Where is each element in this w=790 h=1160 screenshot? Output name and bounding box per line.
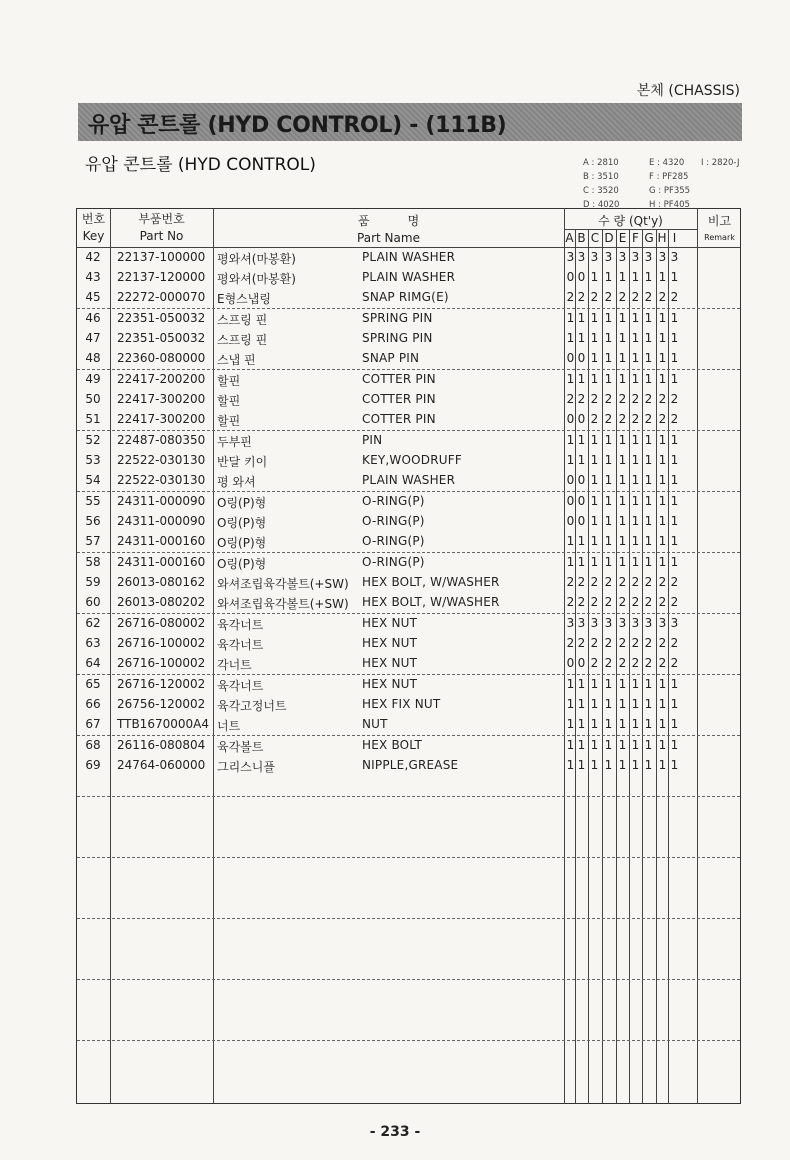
table-row: 63 26716-100002 육각너트 HEX NUT 2 2 2 2 2 2 2 2 2 bbox=[85, 636, 679, 652]
table-row: 47 22351-050032 스프링 핀 SPRING PIN 1 1 1 1 1 1 1 1 1 bbox=[85, 331, 679, 347]
table-row: 59 26013-080162 와셔조립육각볼트(+SW) HEX BOLT, W/WASHER 2 2 2 2 2 2 2 2 2 bbox=[85, 575, 679, 591]
table-row: 58 24311-000160 O링(P)형 O-RING(P) 1 1 1 1 1 1 1 1 1 bbox=[85, 555, 679, 571]
table-row: 54 22522-030130 평 와셔 PLAIN WASHER 0 0 1 1 1 1 1 1 1 bbox=[85, 473, 679, 489]
remark-header-en: Remark bbox=[704, 233, 735, 242]
legend-item: E : 4320 bbox=[649, 158, 685, 168]
qty-col-h: H bbox=[657, 231, 667, 245]
table-row: 56 24311-000090 O링(P)형 O-RING(P) 0 0 1 1 1 1 1 1 1 bbox=[85, 514, 679, 530]
qty-col-b: B bbox=[577, 231, 586, 245]
table-row: 67 TTB1670000A4 너트 NUT 1 1 1 1 1 1 1 1 1 bbox=[85, 717, 679, 733]
title-banner bbox=[78, 103, 742, 141]
banner-title: 유압 콘트롤 (HYD CONTROL) - (111B) bbox=[88, 113, 507, 138]
legend-item: I : 2820-J bbox=[701, 158, 740, 168]
table-row: 66 26756-120002 육각고정너트 HEX FIX NUT 1 1 1 1 1 1 1 1 1 bbox=[85, 697, 679, 713]
name-header-ko: 품 명 bbox=[357, 214, 420, 228]
table-row: 62 26716-080002 육각너트 HEX NUT 3 3 3 3 3 3 3 3 3 bbox=[85, 616, 679, 632]
table-row: 48 22360-080000 스냅 핀 SNAP PIN 0 0 1 1 1 1 1 1 1 bbox=[85, 351, 679, 367]
table-row: 65 26716-120002 육각너트 HEX NUT 1 1 1 1 1 1 1 1 1 bbox=[85, 677, 679, 693]
table-row: 55 24311-000090 O링(P)형 O-RING(P) 0 0 1 1 1 1 1 1 1 bbox=[85, 494, 679, 510]
table-row: 69 24764-060000 그리스니플 NIPPLE,GREASE 1 1 1 1 1 1 1 1 1 bbox=[85, 758, 679, 774]
table-row: 49 22417-200200 할핀 COTTER PIN 1 1 1 1 1 1 1 1 1 bbox=[85, 372, 679, 388]
table-row: 51 22417-300200 할핀 COTTER PIN 0 0 2 2 2 2 2 2 2 bbox=[85, 412, 679, 428]
qty-col-g: G bbox=[644, 231, 654, 245]
name-header-en: Part Name bbox=[357, 231, 420, 245]
legend-item: G : PF355 bbox=[649, 186, 691, 196]
key-header-en: Key bbox=[82, 229, 105, 243]
parts-table bbox=[76, 208, 741, 1104]
model-legend bbox=[583, 156, 743, 210]
table-row: 42 22137-100000 평와셔(마봉환) PLAIN WASHER 3 3 3 3 3 3 3 3 3 bbox=[85, 250, 679, 266]
table-row: 68 26116-080804 육각볼트 HEX BOLT 1 1 1 1 1 1 1 1 1 bbox=[85, 738, 679, 754]
subtitle: 유압 콘트롤 (HYD CONTROL) bbox=[85, 155, 316, 175]
legend-item: C : 3520 bbox=[583, 186, 619, 196]
table-row: 64 26716-100002 각너트 HEX NUT 0 0 2 2 2 2 2 2 2 bbox=[85, 656, 679, 672]
legend-item: B : 3510 bbox=[583, 172, 619, 182]
table-row: 60 26013-080202 와셔조립육각볼트(+SW) HEX BOLT, W/WASHER 2 2 2 2 2 2 2 2 2 bbox=[85, 595, 679, 611]
qty-col-a: A bbox=[565, 231, 574, 245]
table-row: 45 22272-000070 E형스냅링 SNAP RIMG(E) 2 2 2 2 2 2 2 2 2 bbox=[85, 290, 679, 306]
key-header-ko: 번호 bbox=[81, 212, 106, 226]
table-row: 52 22487-080350 두부핀 PIN 1 1 1 1 1 1 1 1 1 bbox=[85, 433, 679, 449]
part-header-ko: 부품번호 bbox=[138, 212, 185, 226]
table-row: 50 22417-300200 할핀 COTTER PIN 2 2 2 2 2 2 2 2 2 bbox=[85, 392, 679, 408]
table-row: 43 22137-120000 평와셔(마봉환) PLAIN WASHER 0 0 1 1 1 1 1 1 1 bbox=[85, 270, 679, 286]
qty-col-i: I bbox=[672, 231, 677, 245]
qty-header: 수 량 (Qt'y) bbox=[598, 214, 663, 228]
legend-item: A : 2810 bbox=[583, 158, 619, 168]
legend-item: H : PF405 bbox=[649, 200, 690, 210]
legend-item: F : PF285 bbox=[649, 172, 689, 182]
remark-header-ko: 비고 bbox=[707, 214, 732, 228]
table-row: 53 22522-030130 반달 키이 KEY,WOODRUFF 1 1 1 1 1 1 1 1 1 bbox=[85, 453, 679, 469]
qty-col-c: C bbox=[590, 231, 600, 245]
qty-col-d: D bbox=[604, 231, 614, 245]
table-row: 46 22351-050032 스프링 핀 SPRING PIN 1 1 1 1 1 1 1 1 1 bbox=[85, 311, 679, 327]
page-number: - 233 - bbox=[369, 1124, 421, 1140]
legend-item: D : 4020 bbox=[583, 200, 620, 210]
section-label: 본체 (CHASSIS) bbox=[636, 83, 740, 99]
qty-col-f: F bbox=[632, 231, 639, 245]
part-header-en: Part No bbox=[139, 229, 184, 243]
qty-col-e: E bbox=[618, 231, 627, 245]
table-row: 57 24311-000160 O링(P)형 O-RING(P) 1 1 1 1 1 1 1 1 1 bbox=[85, 534, 679, 550]
